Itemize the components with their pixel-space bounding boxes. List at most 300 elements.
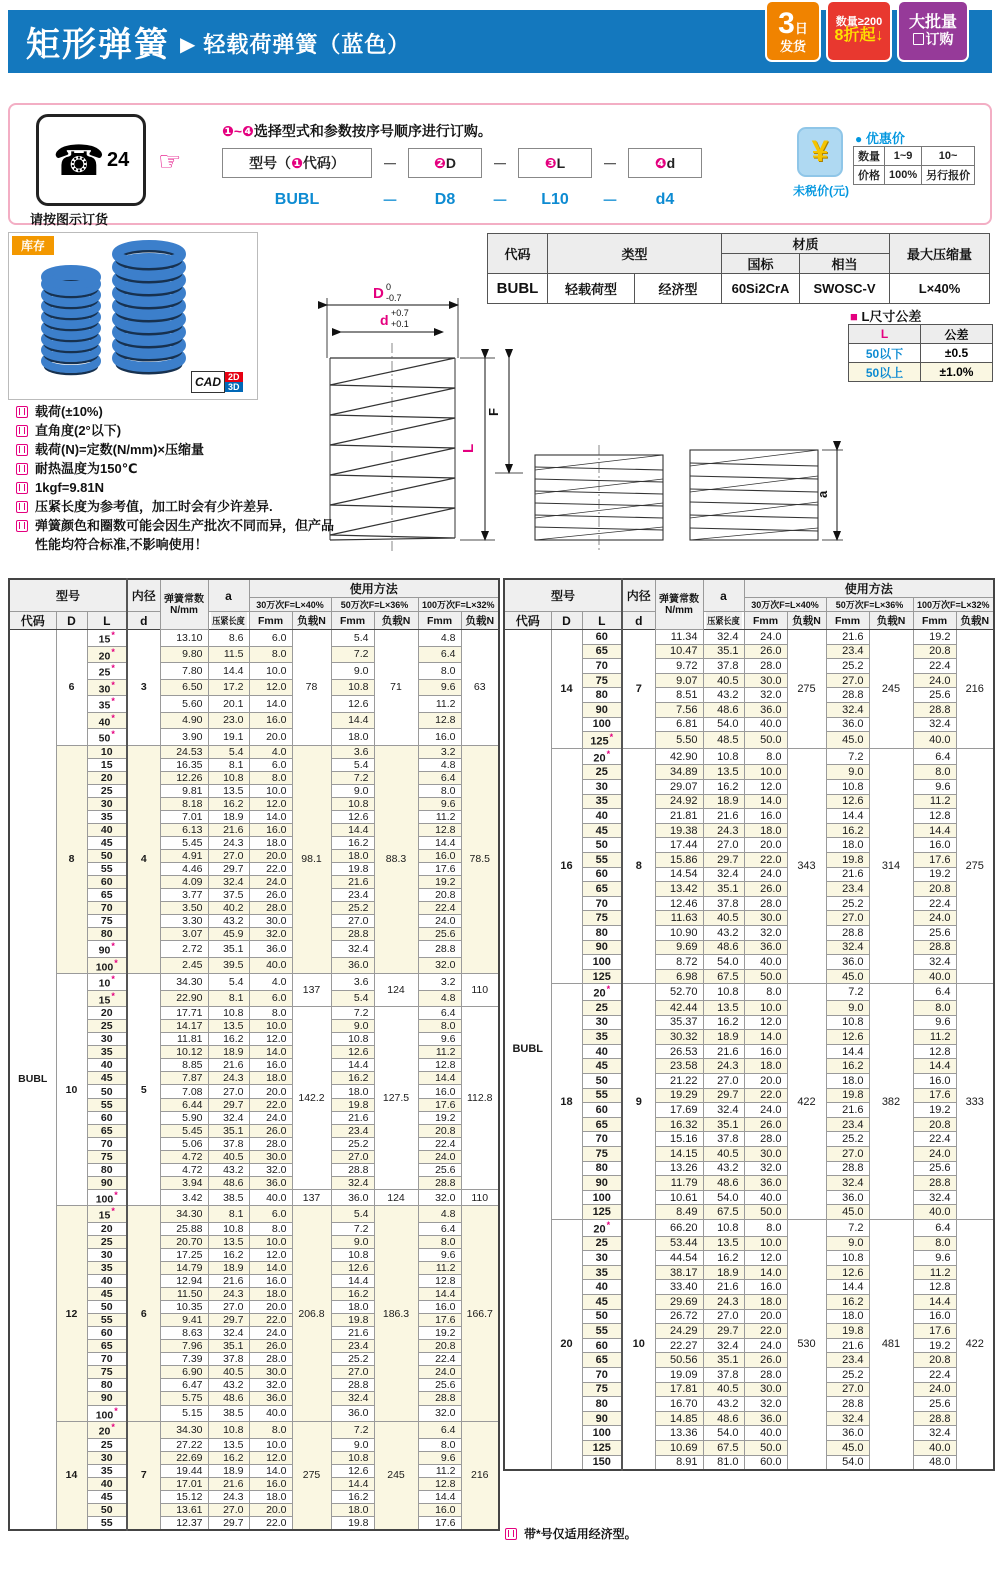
- spec-cell: 40.0: [249, 1189, 292, 1206]
- spec-cell: 35: [87, 1262, 127, 1275]
- spec-cell: 20*: [582, 984, 622, 1001]
- spec-cell: 35: [87, 1464, 127, 1477]
- dim-a-label: a: [815, 490, 830, 498]
- header-1000k: 100万次F=L×32%: [913, 598, 994, 612]
- spec-cell: 8.0: [913, 1236, 956, 1251]
- spec-cell: 21.6: [826, 1338, 869, 1353]
- spec-cell: 8.0: [418, 663, 461, 680]
- spec-cell: 19.8: [331, 1314, 374, 1327]
- spec-cell: 45.0: [826, 732, 869, 749]
- header-Fmm: Fmm: [418, 612, 461, 630]
- spec-cell: 24.3: [208, 836, 249, 849]
- spec-cell: 8.1: [208, 1206, 249, 1223]
- spec-cell: 29.07: [655, 780, 703, 795]
- spec-cell: 45: [87, 1288, 127, 1301]
- spec-cell: 36.0: [331, 1405, 374, 1422]
- spec-cell: 60: [582, 867, 622, 882]
- spec-cell: 9.6: [913, 1015, 956, 1030]
- spec-cell: 12.0: [249, 679, 292, 696]
- spec-cell: 28.8: [331, 928, 374, 941]
- spec-cell: 22.4: [913, 1367, 956, 1382]
- spec-cell: 30.0: [249, 915, 292, 928]
- spec-cell: 40*: [87, 712, 127, 729]
- spec-cell: 28.8: [418, 1176, 461, 1189]
- spec-cell: 22.0: [249, 1314, 292, 1327]
- spec-cell: 4.90: [160, 712, 208, 729]
- material-type1: 轻载荷型: [548, 274, 635, 304]
- spec-cell: 32.4: [208, 1327, 249, 1340]
- spec-cell: 32.0: [744, 1161, 787, 1176]
- spec-cell: 14.4: [331, 1477, 374, 1490]
- dim-d-label: d: [380, 312, 389, 328]
- spec-cell: 8.63: [160, 1327, 208, 1340]
- spec-cell: 50.0: [744, 1440, 787, 1455]
- spec-cell: 3.30: [160, 915, 208, 928]
- spec-cell: 5.4: [331, 630, 374, 647]
- spec-cell: 27.0: [703, 1309, 744, 1324]
- spec-cell: 36.0: [744, 702, 787, 717]
- header-loadN: 负载N: [461, 612, 499, 630]
- spec-cell: 21.6: [703, 1280, 744, 1295]
- spec-cell: 20*: [87, 646, 127, 663]
- spec-cell: 60: [87, 1327, 127, 1340]
- spec-cell: 17.81: [655, 1382, 703, 1397]
- spec-cell: 48.5: [703, 732, 744, 749]
- spec-cell: 8.0: [913, 765, 956, 780]
- spec-cell: 20*: [582, 748, 622, 765]
- spec-cell: 26.0: [249, 1124, 292, 1137]
- spec-cell: 8.0: [744, 984, 787, 1001]
- spec-cell: 35.37: [655, 1015, 703, 1030]
- spec-cell: 36.0: [249, 941, 292, 958]
- spec-cell: 16.0: [744, 809, 787, 824]
- spec-cell: 13.61: [160, 1503, 208, 1516]
- spec-cell: 8: [56, 745, 87, 974]
- spec-cell: 45: [582, 1294, 622, 1309]
- spec-cell: 11.34: [655, 630, 703, 645]
- tolerance-header-tol: 公差: [921, 325, 993, 344]
- spec-cell: 40: [87, 823, 127, 836]
- spec-cell: 22.0: [249, 1098, 292, 1111]
- spec-cell: 32.0: [744, 688, 787, 703]
- spec-cell: 7.2: [331, 1422, 374, 1439]
- spec-cell: 18.0: [331, 849, 374, 862]
- spec-cell: 16.2: [208, 1033, 249, 1046]
- spec-cell: 90: [582, 1411, 622, 1426]
- spec-cell: 137: [292, 974, 331, 1007]
- spec-cell: 12.0: [249, 1033, 292, 1046]
- spec-cell: 2.45: [160, 957, 208, 974]
- spec-cell: 7.96: [160, 1340, 208, 1353]
- spec-cell: 13.5: [703, 1001, 744, 1016]
- svg-text:+0.7: +0.7: [391, 308, 409, 318]
- order-instruction: ❶~❹选择型式和参数按序号顺序进行订购。: [222, 123, 492, 139]
- spec-cell: 19.2: [913, 1103, 956, 1118]
- spec-cell: 24.0: [249, 875, 292, 888]
- spec-cell: 16.0: [744, 1280, 787, 1295]
- spec-cell: 6.13: [160, 823, 208, 836]
- spec-cell: 45: [582, 823, 622, 838]
- spec-cell: 43.2: [703, 688, 744, 703]
- spec-cell: 10.35: [160, 1301, 208, 1314]
- badge-bulk-order: 大批量 订购: [897, 0, 969, 62]
- spec-cell: 65: [87, 1340, 127, 1353]
- spec-cell: 40: [87, 1275, 127, 1288]
- note-item: 耐热温度为150℃: [16, 459, 346, 478]
- spec-cell: 5.45: [160, 836, 208, 849]
- price-cell: 价格: [854, 166, 885, 185]
- spec-cell: 3.94: [160, 1176, 208, 1189]
- spec-cell: 71: [374, 630, 418, 746]
- spec-cell: 16.2: [703, 1251, 744, 1266]
- spec-cell: 50.56: [655, 1353, 703, 1368]
- spec-cell: 43.2: [703, 926, 744, 941]
- spec-cell: 12.8: [913, 809, 956, 824]
- spec-cell: 48.0: [913, 1455, 956, 1470]
- spec-cell: 60.0: [744, 1455, 787, 1470]
- spec-cell: 38.5: [208, 1405, 249, 1422]
- spec-cell: 16.32: [655, 1117, 703, 1132]
- cad-badge[interactable]: CAD 2D 3D: [191, 371, 243, 393]
- spec-cell: 40: [87, 1477, 127, 1490]
- spec-cell: 32.4: [703, 867, 744, 882]
- spec-cell: 23.4: [826, 1353, 869, 1368]
- spec-cell: 14.4: [826, 1044, 869, 1059]
- spec-table-left: [8, 578, 500, 1531]
- spec-cell: 21.6: [826, 867, 869, 882]
- spec-cell: 10.8: [703, 984, 744, 1001]
- spec-cell: 100*: [87, 1189, 127, 1206]
- spec-cell: 18.9: [703, 1030, 744, 1045]
- spec-cell: 4.8: [418, 990, 461, 1007]
- spec-cell: 48.6: [703, 1411, 744, 1426]
- spec-cell: 40.0: [744, 1426, 787, 1441]
- spec-cell: 8.0: [744, 1219, 787, 1236]
- spec-cell: 14.0: [249, 696, 292, 713]
- spec-cell: 50.0: [744, 732, 787, 749]
- spec-cell: 25: [582, 1236, 622, 1251]
- note-icon: [16, 425, 28, 437]
- spec-cell: 43.2: [208, 915, 249, 928]
- spec-cell: 36.0: [826, 1190, 869, 1205]
- spec-cell: 13.5: [208, 1235, 249, 1248]
- spec-cell: 6: [56, 630, 87, 746]
- spec-cell: 23.58: [655, 1059, 703, 1074]
- header-inner-dia: 内径: [622, 579, 655, 612]
- spec-cell: 2.72: [160, 941, 208, 958]
- material-table: [487, 233, 990, 304]
- spec-cell: 3.90: [160, 729, 208, 746]
- spec-cell: 25.2: [826, 896, 869, 911]
- spec-cell: 24.3: [208, 1490, 249, 1503]
- spec-cell: 40.5: [703, 1382, 744, 1397]
- spec-cell: 6.4: [418, 771, 461, 784]
- spec-cell: 9.6: [418, 1033, 461, 1046]
- spec-cell: 27.0: [331, 1366, 374, 1379]
- spec-cell: 17.2: [208, 679, 249, 696]
- spec-cell: 40.5: [703, 1146, 744, 1161]
- spec-cell: 27.0: [703, 838, 744, 853]
- spec-cell: 35: [582, 1030, 622, 1045]
- spec-cell: 18.0: [249, 1490, 292, 1503]
- spec-cell: 20.0: [744, 1309, 787, 1324]
- spec-cell: 12.0: [744, 1251, 787, 1266]
- spec-cell: 32.0: [249, 928, 292, 941]
- spec-cell: 40.0: [913, 1205, 956, 1220]
- spec-cell: 16.2: [208, 1451, 249, 1464]
- spec-cell: 23.4: [331, 1340, 374, 1353]
- spec-cell: 5.60: [160, 696, 208, 713]
- spec-cell: 25.6: [913, 1161, 956, 1176]
- spec-cell: 25.6: [418, 928, 461, 941]
- spec-cell: 19.2: [418, 1111, 461, 1124]
- spec-cell: 12.46: [655, 896, 703, 911]
- spec-cell: 23.4: [826, 644, 869, 659]
- spec-cell: 10.0: [744, 1001, 787, 1016]
- spec-cell: 7.80: [160, 663, 208, 680]
- spec-cell: 24.29: [655, 1324, 703, 1339]
- spec-cell: 26.0: [744, 644, 787, 659]
- spec-cell: 9.07: [655, 673, 703, 688]
- spec-cell: 65: [582, 1353, 622, 1368]
- spec-cell: 16.0: [913, 1074, 956, 1089]
- spec-cell: 5.75: [160, 1392, 208, 1405]
- spec-cell: 3.77: [160, 889, 208, 902]
- spec-cell: 26.0: [744, 882, 787, 897]
- spec-cell: 40.0: [249, 957, 292, 974]
- spec-cell: 24.0: [913, 911, 956, 926]
- spec-cell: 18.0: [744, 823, 787, 838]
- stock-tag: 库存: [12, 236, 54, 255]
- header-usage: 使用方法: [249, 579, 499, 598]
- spec-cell: 60: [87, 875, 127, 888]
- spec-cell: 20.8: [913, 882, 956, 897]
- spec-cell: 22.0: [744, 1088, 787, 1103]
- spec-cell: 11.2: [913, 1265, 956, 1280]
- spec-cell: 70: [582, 896, 622, 911]
- spec-cell: 43.2: [703, 1397, 744, 1412]
- spec-cell: 67.5: [703, 1440, 744, 1455]
- spec-cell: 50: [87, 1301, 127, 1314]
- spec-cell: 10.8: [826, 780, 869, 795]
- spec-cell: 50: [87, 1085, 127, 1098]
- spec-cell: 8.0: [249, 646, 292, 663]
- spec-cell: 18.9: [208, 810, 249, 823]
- spec-cell: 6.98: [655, 969, 703, 984]
- spec-cell: 32.4: [208, 1111, 249, 1124]
- spec-cell: 5.4: [208, 974, 249, 991]
- spec-cell: 22.0: [744, 853, 787, 868]
- spec-cell: 22.4: [418, 1353, 461, 1366]
- spec-cell: 80: [87, 1163, 127, 1176]
- spec-cell: 3.2: [418, 745, 461, 758]
- spec-cell: 32.0: [744, 926, 787, 941]
- spec-cell: 14.4: [418, 1072, 461, 1085]
- spec-cell: 30: [582, 780, 622, 795]
- spec-cell: 67.5: [703, 1205, 744, 1220]
- spec-cell: 19.8: [826, 1088, 869, 1103]
- spec-cell: 275: [956, 748, 994, 984]
- spec-cell: 14: [56, 1422, 87, 1530]
- header-L: L: [582, 612, 622, 630]
- notes-list: [16, 402, 346, 554]
- spec-cell: 216: [461, 1422, 499, 1530]
- header-loadN: 负载N: [292, 612, 331, 630]
- spec-cell: 55: [582, 853, 622, 868]
- spec-cell: 16.35: [160, 758, 208, 771]
- spec-cell: 8.0: [418, 1438, 461, 1451]
- spec-cell: 45.0: [826, 1205, 869, 1220]
- header-usage: 使用方法: [744, 579, 994, 598]
- spec-cell: 26.72: [655, 1309, 703, 1324]
- spec-cell: 16.2: [208, 1248, 249, 1261]
- spec-cell: 17.6: [418, 1516, 461, 1530]
- spec-cell: 55: [87, 1314, 127, 1327]
- dim-F-label: F: [486, 408, 501, 416]
- spec-cell: 13.5: [208, 1438, 249, 1451]
- spec-cell: 25.88: [160, 1222, 208, 1235]
- spec-cell: 14.17: [160, 1020, 208, 1033]
- spec-cell: 24.0: [744, 1103, 787, 1118]
- spec-cell: 40.0: [249, 1405, 292, 1422]
- spec-cell: 28.8: [418, 1392, 461, 1405]
- spec-row: [504, 748, 994, 765]
- spec-cell: 16.2: [703, 780, 744, 795]
- spec-cell: 32.4: [826, 702, 869, 717]
- spec-cell: 16.2: [826, 823, 869, 838]
- spec-cell: 14.0: [249, 1262, 292, 1275]
- spec-cell: 25: [582, 765, 622, 780]
- spec-cell: 16.0: [418, 1085, 461, 1098]
- spec-cell: 245: [374, 1422, 418, 1530]
- spec-cell: 16.2: [331, 1490, 374, 1503]
- spec-cell: 80: [582, 1397, 622, 1412]
- spec-cell: 10: [87, 745, 127, 758]
- spec-cell: 25.2: [331, 1353, 374, 1366]
- spec-cell: 80: [582, 926, 622, 941]
- spec-cell: 25.6: [913, 688, 956, 703]
- spec-cell: 36.0: [249, 1392, 292, 1405]
- spec-cell: 52.70: [655, 984, 703, 1001]
- spec-cell: 8.0: [913, 1001, 956, 1016]
- spec-cell: 32.4: [826, 1176, 869, 1191]
- spec-cell: 18.0: [744, 1294, 787, 1309]
- spec-cell: 26.0: [744, 1117, 787, 1132]
- spec-cell: 12.0: [249, 1451, 292, 1464]
- spec-cell: 88.3: [374, 745, 418, 974]
- spec-cell: 4.09: [160, 875, 208, 888]
- spec-cell: 37.8: [703, 1367, 744, 1382]
- spec-cell: 17.71: [160, 1007, 208, 1020]
- header-Fmm: Fmm: [913, 612, 956, 630]
- spec-cell: 21.6: [208, 823, 249, 836]
- spec-cell: 90: [87, 1392, 127, 1405]
- spec-cell: 55: [87, 1516, 127, 1530]
- spec-cell: 19.2: [418, 1327, 461, 1340]
- part-box-d: ❹ d: [628, 148, 702, 178]
- spec-cell: 70: [87, 902, 127, 915]
- spec-cell: 25.6: [418, 1163, 461, 1176]
- spec-cell: 34.30: [160, 974, 208, 991]
- spec-cell: 70: [582, 1367, 622, 1382]
- spec-cell: 27.0: [826, 1382, 869, 1397]
- spec-cell: 25.6: [913, 1397, 956, 1412]
- spec-cell: 3.2: [418, 974, 461, 991]
- spec-cell: 16: [551, 748, 582, 984]
- spec-cell: 16.0: [744, 1044, 787, 1059]
- spec-cell: 54.0: [703, 717, 744, 732]
- spec-cell: 12.8: [418, 712, 461, 729]
- page-title: 矩形弹簧: [26, 26, 170, 64]
- spec-cell: 125: [582, 1205, 622, 1220]
- header-loadN: 负载N: [374, 612, 418, 630]
- spec-cell: 50: [582, 1074, 622, 1089]
- spec-cell: 35: [582, 794, 622, 809]
- spec-cell: 17.44: [655, 838, 703, 853]
- header-D: D: [56, 612, 87, 630]
- spec-cell: 6.4: [418, 1422, 461, 1439]
- part-number-example: BUBL － D8 － L10 － d4: [274, 190, 675, 210]
- spec-cell: 20*: [582, 1219, 622, 1236]
- spec-cell: 6.0: [249, 990, 292, 1007]
- spec-cell: 9.81: [160, 784, 208, 797]
- spec-cell: 27.0: [826, 673, 869, 688]
- spec-cell: 7: [622, 630, 655, 749]
- spec-cell: 40.5: [703, 673, 744, 688]
- part-box-D: ❷ D: [408, 148, 482, 178]
- spec-cell: 8.1: [208, 758, 249, 771]
- price-cell: 10~: [922, 147, 975, 166]
- spec-cell: 80: [87, 1379, 127, 1392]
- spec-row: [9, 630, 499, 647]
- spec-cell: 9: [622, 984, 655, 1220]
- spec-cell: 24.0: [913, 673, 956, 688]
- spec-cell: 32.4: [703, 630, 744, 645]
- spec-cell: 22.90: [160, 990, 208, 1007]
- spec-cell: 25.6: [913, 926, 956, 941]
- spec-cell: 28.8: [913, 702, 956, 717]
- spec-cell: 100: [582, 1190, 622, 1205]
- spec-cell: 50.0: [744, 1205, 787, 1220]
- spec-cell: 7.2: [331, 646, 374, 663]
- spec-cell: 14.4: [331, 823, 374, 836]
- spec-cell: 13.36: [655, 1426, 703, 1441]
- spec-cell: 12.8: [418, 1059, 461, 1072]
- spec-cell: 3.6: [331, 974, 374, 991]
- spec-cell: 43.2: [208, 1163, 249, 1176]
- spec-cell: 15*: [87, 630, 127, 647]
- spec-row: [504, 1219, 994, 1236]
- spec-cell: 16.0: [913, 1309, 956, 1324]
- spec-cell: 18.0: [826, 838, 869, 853]
- spec-cell: 21.6: [703, 1044, 744, 1059]
- spec-cell: 60: [87, 1111, 127, 1124]
- spec-cell: 40: [582, 809, 622, 824]
- spec-cell: 90: [87, 1176, 127, 1189]
- spec-cell: 14.54: [655, 867, 703, 882]
- spec-cell: 15*: [87, 1206, 127, 1223]
- spec-cell: 15*: [87, 990, 127, 1007]
- cad-3d-label: 3D: [225, 382, 243, 392]
- spec-cell: 14.0: [744, 1030, 787, 1045]
- spec-cell: 245: [869, 630, 913, 749]
- spec-cell: 16.0: [249, 823, 292, 836]
- spec-cell: 110: [461, 1189, 499, 1206]
- header-500k: 50万次F=L×36%: [826, 598, 913, 612]
- spec-cell: 67.5: [703, 969, 744, 984]
- spec-cell: 14.0: [249, 1464, 292, 1477]
- spec-cell: 20: [87, 1007, 127, 1020]
